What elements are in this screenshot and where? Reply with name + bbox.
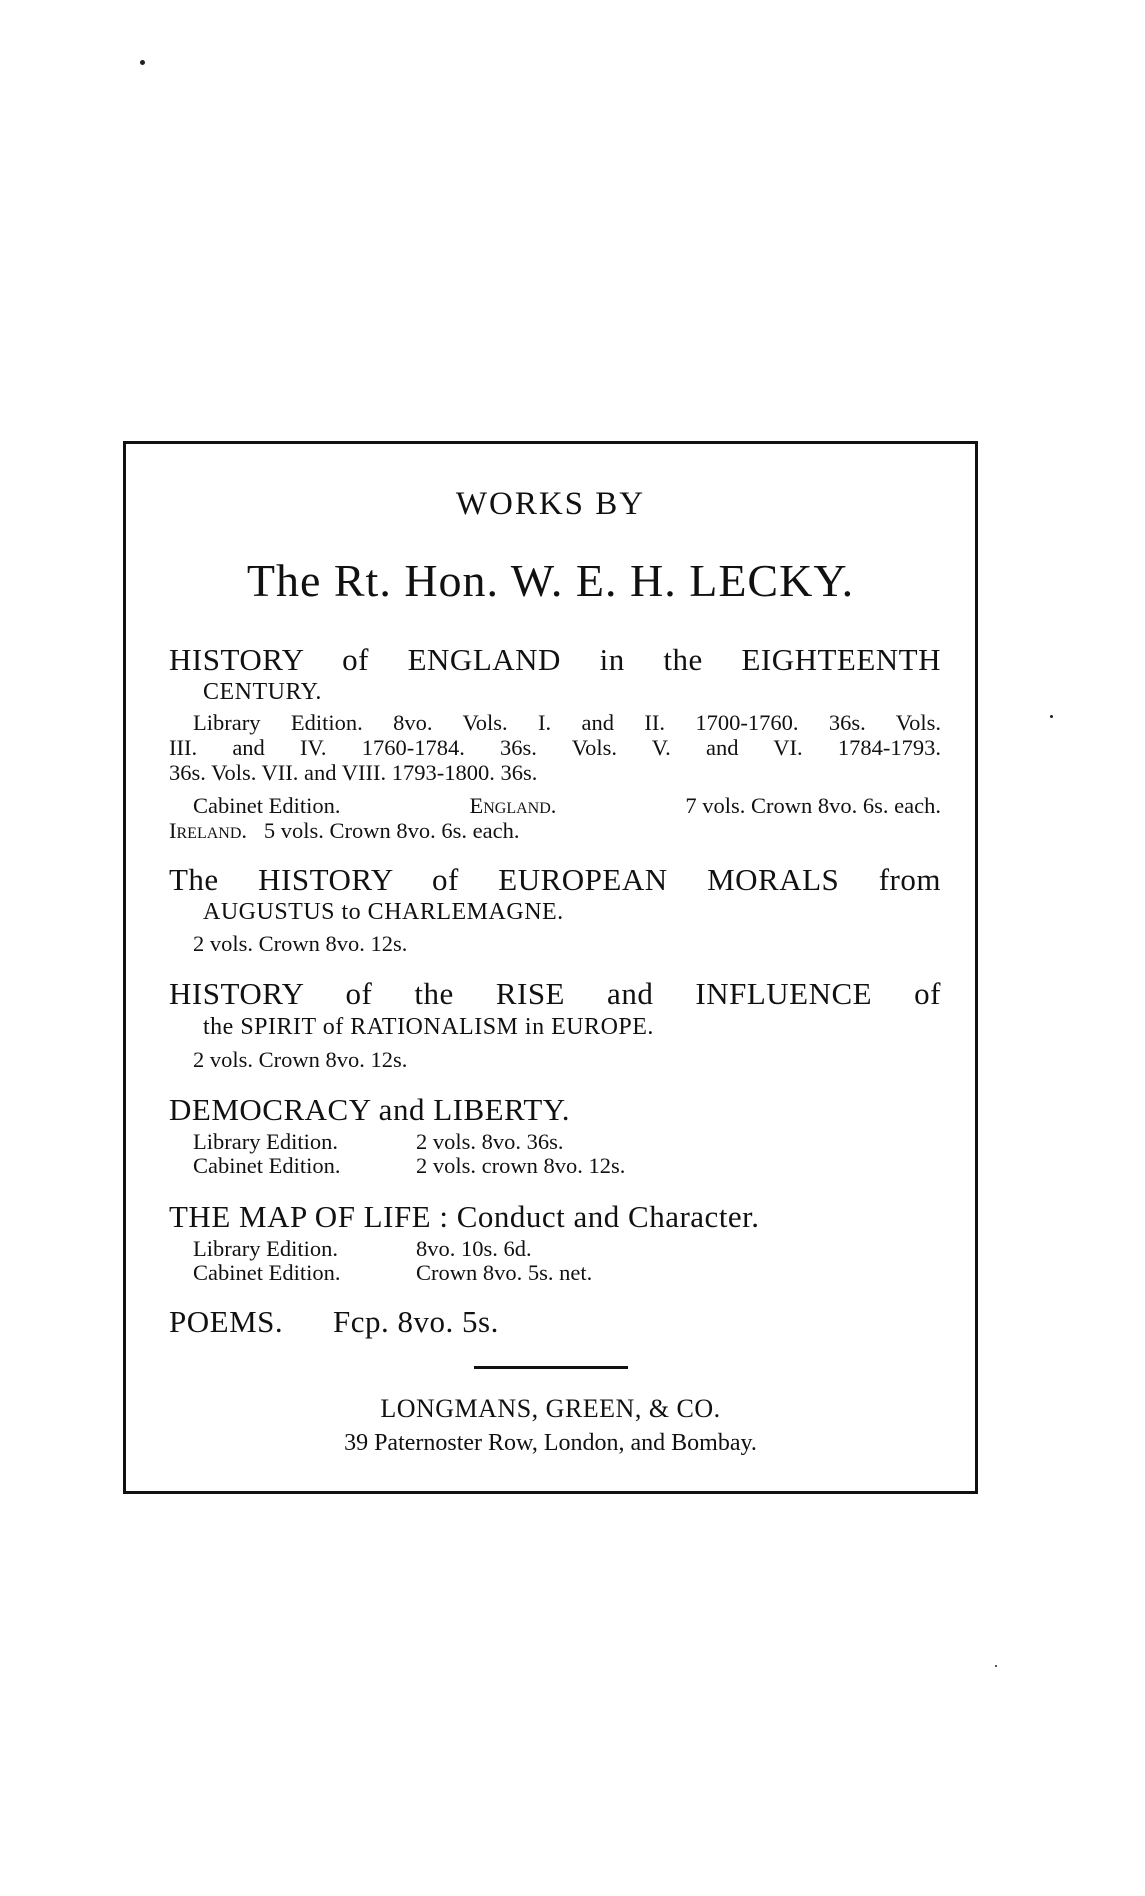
edition-label: Cabinet Edition. (193, 793, 341, 818)
book-detail (169, 818, 520, 844)
book-detail: 36s. Vols. VII. and VIII. 1793-1800. 36s. (169, 760, 538, 785)
book-detail: 2 vols. Crown 8vo. 12s. (193, 1047, 408, 1072)
ink-speck (140, 60, 145, 65)
volume-subject: England. (469, 793, 557, 818)
book-title: The HISTORY of EUROPEAN MORALS from (169, 862, 941, 897)
publisher-name: LONGMANS, GREEN, & CO. (380, 1394, 721, 1423)
book-title: DEMOCRACY and LIBERTY. (169, 1092, 570, 1127)
book-title-cont: the SPIRIT of RATIONALISM in EUROPE. (203, 1014, 654, 1040)
divider-rule (474, 1366, 628, 1369)
book-title-cont: CENTURY. (203, 679, 322, 705)
book-detail: Crown 8vo. 5s. net. (416, 1260, 593, 1285)
book-detail: Cabinet Edition. (193, 1260, 341, 1285)
publisher-address: 39 Paternoster Row, London, and Bombay. (344, 1430, 757, 1456)
edition-price: 5 vols. Crown 8vo. 6s. each. (263, 818, 520, 843)
book-detail: 2 vols. Crown 8vo. 12s. (193, 931, 408, 956)
book-detail: 8vo. 10s. 6d. (416, 1236, 532, 1261)
book-title: THE MAP OF LIFE : Conduct and Character. (169, 1199, 760, 1234)
advertisement-box (123, 441, 978, 1494)
ink-speck (1050, 715, 1053, 718)
book-detail: Library Edition. (193, 1236, 338, 1261)
book-detail: Library Edition. (193, 1129, 338, 1154)
book-detail: Cabinet Edition. (193, 1153, 341, 1178)
book-title-cont: AUGUSTUS to CHARLEMAGNE. (203, 899, 564, 925)
book-title: POEMS. (169, 1304, 284, 1339)
ink-speck (995, 1665, 997, 1667)
book-detail: III. and IV. 1760-1784. 36s. Vols. V. and VI. 1784-1793. (169, 735, 941, 760)
book-title: HISTORY of the RISE and INFLUENCE of (169, 976, 941, 1011)
works-by-heading: WORKS BY (455, 486, 646, 522)
edition-price: 7 vols. Crown 8vo. 6s. each. (685, 793, 941, 818)
book-detail: 2 vols. 8vo. 36s. (416, 1129, 564, 1154)
book-detail: Library Edition. 8vo. Vols. I. and II. 1700-1760. 36s. Vols. (193, 710, 941, 735)
book-detail (193, 793, 941, 819)
volume-subject: Ireland. (169, 818, 248, 843)
book-title: HISTORY of ENGLAND in the EIGHTEENTH (169, 642, 941, 677)
author-name: The Rt. Hon. W. E. H. LECKY. (246, 555, 855, 606)
book-detail: Fcp. 8vo. 5s. (333, 1304, 499, 1339)
book-detail: 2 vols. crown 8vo. 12s. (416, 1153, 626, 1178)
